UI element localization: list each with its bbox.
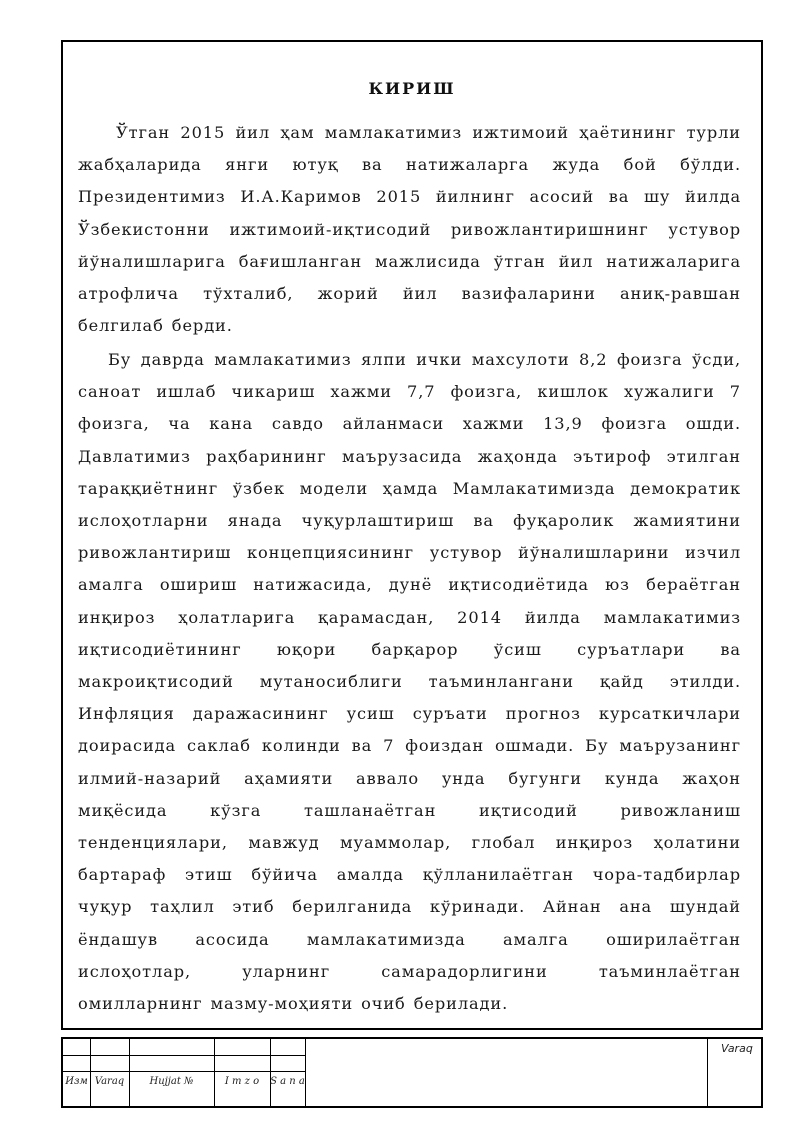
stamp-divider bbox=[707, 1039, 708, 1106]
stamp-divider bbox=[129, 1039, 130, 1106]
page-title: КИРИШ bbox=[368, 79, 456, 98]
paragraph-2: Бу даврда мамлакатимиз ялпи ички махсулоти 8,2 фоизга ўсди, саноат ишлаб чикариш хажми 7,7 фоизга, кишлок хужалиги 7 фоизга, ча кана савдо айланмаси хажми 13,9 фоизга ошди. Давлатимиз раҳбарининг маърузасида жаҳонда эътироф этилган тараққиётнинг ўзбек модели ҳамда Мамлакатимизда демократик ислоҳотларни янада чуқурлаштириш ва фуқаролик жамиятини ривожлантириш концепциясининг устувор йўналишларини изчил амалга ошириш натижасида, дунё иқтисодиётида юз бераётган инқироз ҳолатларига қарамасдан, 2014 йилда мамлакатимиз иқтисодиётининг юқори барқарор ўсиш суръатлари ва макроиқтисодий мутаносиблиги таъминлангани қайд этилди. Инфляция даражасининг усиш суръати прогноз курсаткичлари доирасида саклаб колинди ва 7 фоиздан ошмади. Бу маърузанинг илмий-назарий аҳамияти аввало унда бугунги кунда жаҳон миқёсида кўзга ташланаётган иқтисодий ривожланиш тенденциялари, мавжуд муаммолар, глобал инқироз ҳолатини бартараф этиш бўйича амалда қўлланилаётган чора-тадбирлар чуқур таҳлил этиб берилганида кўринади. Айнан ана шундай ёндашув асосида мамлакатимизда амалга оширилаётган ислоҳотлар, уларнинг самарадорлигини таъминлаётган омилларнинг мазму-моҳияти очиб берилади. bbox=[78, 350, 741, 1014]
stamp-divider bbox=[270, 1039, 271, 1106]
stamp-divider bbox=[214, 1039, 215, 1106]
varaq-label: Varaq bbox=[94, 1076, 125, 1087]
paragraph-1: Ўтган 2015 йил ҳам мамлакатимиз ижтимоий ҳаётининг турли жабҳаларида янги ютуқ ва натижаларга жуда бой бўлди. Президентимиз И.А.Каримов 2015 йилнинг асосий ва шу йилда Ўзбекистонни ижтимоий-иқтисодий ривожлантиришнинг устувор йўналишларига бағишланган мажлисида ўтган йил натижаларига атрофлича тўхталиб, жорий йил вазифаларини аниқ-равшан белгилаб берди. bbox=[78, 123, 741, 336]
sheet-label: Varaq bbox=[721, 1042, 753, 1055]
stamp-row-line bbox=[63, 1055, 305, 1056]
izm-label: Изм bbox=[65, 1076, 88, 1087]
hujjat-label: Hujjat № bbox=[149, 1076, 194, 1087]
stamp-row-line bbox=[63, 1071, 305, 1072]
page-frame bbox=[61, 40, 763, 1030]
stamp-divider bbox=[305, 1039, 306, 1106]
title-block bbox=[61, 1037, 763, 1108]
imzo-label: I m z o bbox=[224, 1076, 260, 1087]
stamp-divider bbox=[90, 1039, 91, 1106]
sana-label: S a n a bbox=[270, 1076, 305, 1087]
